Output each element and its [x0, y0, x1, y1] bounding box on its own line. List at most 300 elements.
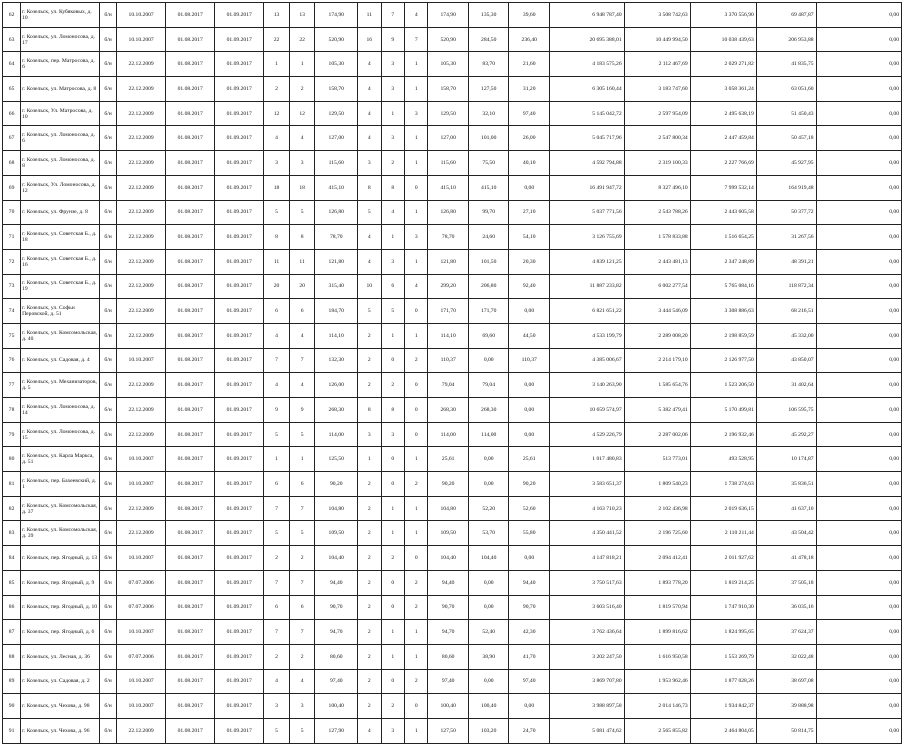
- cell-date-start: 01.08.2017: [166, 225, 215, 250]
- cell-rooms-total: 4: [358, 52, 381, 77]
- cell-cost-total: 11 887 233,82: [549, 274, 624, 299]
- cell-cost-extra: 0,00: [816, 225, 901, 250]
- cell-date-start: 01.08.2017: [166, 151, 215, 176]
- cell-area-municipal: 42,30: [509, 620, 550, 645]
- cell-cost-total: 6 821 651,22: [549, 299, 624, 324]
- cell-address: г. Козельск, ул. Матросова, д. 8: [21, 77, 100, 102]
- cell-cost-total: 4 183 575,26: [549, 52, 624, 77]
- cell-address: г. Козельск, пер. Ягодный, д. 9: [21, 570, 100, 595]
- cell-area-municipal: 24,70: [509, 718, 550, 743]
- cell-cost-total: 4 350 441,52: [549, 521, 624, 546]
- cell-area-owned: 79,04: [468, 373, 509, 398]
- cell-cost-local: 43 850,07: [756, 348, 816, 373]
- cell-rooms-municipal: 1: [404, 151, 427, 176]
- cell-residents-resettled: 20: [289, 274, 315, 299]
- cell-residents-resettled: 7: [289, 348, 315, 373]
- cell-area-owned: 206,80: [468, 274, 509, 299]
- cell-area-resettled: 268,30: [428, 398, 469, 423]
- cell-rooms-owned: 2: [381, 373, 404, 398]
- cell-cost-region: 1 877 028,26: [690, 669, 756, 694]
- cell-area-total: 129,50: [315, 101, 358, 126]
- cell-rooms-owned: 0: [381, 348, 404, 373]
- cell-cost-fund: 8 327 496,10: [624, 175, 690, 200]
- cell-area-resettled: 520,90: [428, 27, 469, 52]
- cell-cost-local: 106 595,75: [756, 398, 816, 423]
- cell-area-owned: 127,50: [468, 77, 509, 102]
- cell-cost-fund: 2 102 436,98: [624, 496, 690, 521]
- cell-rooms-owned: 2: [381, 151, 404, 176]
- cell-date-included: 10.10.2007: [117, 472, 166, 497]
- cell-cost-total: 4 147 818,21: [549, 546, 624, 571]
- cell-doc-number: б/н: [100, 200, 117, 225]
- cell-date-included: 22.12.2009: [117, 422, 166, 447]
- table-row: [3, 126, 902, 151]
- cell-area-owned: 0,00: [468, 348, 509, 373]
- cell-residents-total: 7: [264, 620, 290, 645]
- cell-residents-total: 5: [264, 718, 290, 743]
- cell-cost-extra: 0,00: [816, 398, 901, 423]
- cell-residents-resettled: 6: [289, 299, 315, 324]
- cell-date-end: 01.09.2017: [215, 27, 264, 52]
- cell-date-end: 01.09.2017: [215, 225, 264, 250]
- cell-rooms-total: 2: [358, 373, 381, 398]
- cell-area-total: 90,70: [315, 595, 358, 620]
- cell-address: г. Козельск, ул. Садовая, д. 4: [21, 348, 100, 373]
- cell-doc-number: б/н: [100, 472, 117, 497]
- cell-address: г. Козельск, ул. Карла Маркса, д. 51: [21, 447, 100, 472]
- cell-date-end: 01.09.2017: [215, 546, 264, 571]
- cell-date-end: 01.09.2017: [215, 101, 264, 126]
- cell-area-resettled: 94,70: [428, 620, 469, 645]
- cell-area-resettled: 158,70: [428, 77, 469, 102]
- cell-area-municipal: 97,40: [509, 101, 550, 126]
- cell-area-resettled: 78,70: [428, 225, 469, 250]
- cell-doc-number: б/н: [100, 52, 117, 77]
- cell-residents-resettled: 7: [289, 496, 315, 521]
- cell-cost-extra: 0,00: [816, 3, 901, 28]
- cell-row-number: 67: [3, 126, 21, 151]
- cell-area-total: 104,80: [315, 496, 358, 521]
- cell-row-number: 65: [3, 77, 21, 102]
- cell-rooms-total: 8: [358, 175, 381, 200]
- cell-date-start: 01.08.2017: [166, 422, 215, 447]
- cell-area-resettled: 79,04: [428, 373, 469, 398]
- cell-date-end: 01.09.2017: [215, 151, 264, 176]
- cell-rooms-municipal: 2: [404, 595, 427, 620]
- cell-cost-total: 3 750 517,63: [549, 570, 624, 595]
- cell-cost-fund: 1 819 570,94: [624, 595, 690, 620]
- cell-cost-region: 3 370 556,90: [690, 3, 756, 28]
- cell-rooms-municipal: 0: [404, 299, 427, 324]
- cell-cost-extra: 0,00: [816, 447, 901, 472]
- cell-date-included: 22.12.2009: [117, 151, 166, 176]
- cell-residents-resettled: 12: [289, 101, 315, 126]
- cell-residents-total: 4: [264, 669, 290, 694]
- cell-rooms-owned: 0: [381, 570, 404, 595]
- cell-cost-total: 16 491 947,72: [549, 175, 624, 200]
- cell-area-municipal: 31,20: [509, 77, 550, 102]
- cell-doc-number: б/н: [100, 496, 117, 521]
- cell-rooms-owned: 1: [381, 225, 404, 250]
- cell-rooms-total: 1: [358, 447, 381, 472]
- cell-doc-number: б/н: [100, 422, 117, 447]
- cell-address: г. Козельск, ул. Советская Б., д. 19: [21, 274, 100, 299]
- cell-area-municipal: 52,60: [509, 496, 550, 521]
- cell-doc-number: б/н: [100, 323, 117, 348]
- cell-cost-local: 50 814,75: [756, 718, 816, 743]
- cell-row-number: 63: [3, 27, 21, 52]
- cell-area-resettled: 90,70: [428, 595, 469, 620]
- cell-area-resettled: 94,40: [428, 570, 469, 595]
- cell-area-total: 268,30: [315, 398, 358, 423]
- cell-rooms-total: 2: [358, 348, 381, 373]
- cell-cost-local: 69 487,87: [756, 3, 816, 28]
- cell-address: г. Козельск, ул. Ломоносова, д. 15: [21, 422, 100, 447]
- cell-cost-fund: 3 183 747,60: [624, 77, 690, 102]
- cell-date-start: 01.08.2017: [166, 620, 215, 645]
- cell-rooms-owned: 1: [381, 620, 404, 645]
- cell-cost-fund: 2 287 002,06: [624, 422, 690, 447]
- table-row: [3, 249, 902, 274]
- cell-area-owned: 101,50: [468, 249, 509, 274]
- cell-rooms-total: 2: [358, 570, 381, 595]
- cell-row-number: 81: [3, 472, 21, 497]
- cell-area-resettled: 415,10: [428, 175, 469, 200]
- cell-rooms-total: 4: [358, 101, 381, 126]
- cell-area-resettled: 114,10: [428, 323, 469, 348]
- cell-area-municipal: 90,70: [509, 595, 550, 620]
- cell-cost-fund: 10 449 994,50: [624, 27, 690, 52]
- cell-cost-region: 3 308 886,63: [690, 299, 756, 324]
- cell-date-end: 01.09.2017: [215, 373, 264, 398]
- cell-residents-resettled: 5: [289, 521, 315, 546]
- table-row: [3, 398, 902, 423]
- table-row: [3, 570, 902, 595]
- cell-cost-extra: 0,00: [816, 249, 901, 274]
- cell-date-end: 01.09.2017: [215, 669, 264, 694]
- table-body: [3, 3, 902, 744]
- cell-residents-total: 5: [264, 200, 290, 225]
- cell-area-resettled: 127,00: [428, 126, 469, 151]
- cell-date-included: 07.07.2006: [117, 644, 166, 669]
- cell-doc-number: б/н: [100, 77, 117, 102]
- cell-address: г. Козельск, пер. Ягодный, д. 13: [21, 546, 100, 571]
- cell-residents-resettled: 1: [289, 52, 315, 77]
- cell-doc-number: б/н: [100, 151, 117, 176]
- cell-residents-resettled: 9: [289, 398, 315, 423]
- cell-address: г. Козельск, ул. Чехова, д. 96: [21, 718, 100, 743]
- cell-residents-total: 1: [264, 447, 290, 472]
- cell-residents-resettled: 4: [289, 126, 315, 151]
- table-row: [3, 27, 902, 52]
- cell-cost-fund: 1 809 540,23: [624, 472, 690, 497]
- cell-date-end: 01.09.2017: [215, 200, 264, 225]
- cell-date-start: 01.08.2017: [166, 126, 215, 151]
- cell-rooms-total: 2: [358, 323, 381, 348]
- cell-area-resettled: 104,40: [428, 546, 469, 571]
- cell-address: г. Козельск, ул. Фрунзе, д. 8: [21, 200, 100, 225]
- cell-area-total: 109,50: [315, 521, 358, 546]
- cell-area-municipal: 97,40: [509, 669, 550, 694]
- cell-rooms-owned: 7: [381, 3, 404, 28]
- cell-rooms-owned: 1: [381, 323, 404, 348]
- cell-cost-extra: 0,00: [816, 373, 901, 398]
- table-row: [3, 496, 902, 521]
- cell-residents-resettled: 7: [289, 620, 315, 645]
- cell-rooms-municipal: 1: [404, 77, 427, 102]
- cell-residents-resettled: 3: [289, 694, 315, 719]
- cell-cost-fund: 2 214 179,10: [624, 348, 690, 373]
- cell-date-included: 22.12.2009: [117, 323, 166, 348]
- cell-row-number: 74: [3, 299, 21, 324]
- cell-area-resettled: 299,20: [428, 274, 469, 299]
- cell-residents-total: 3: [264, 151, 290, 176]
- cell-cost-local: 37 624,37: [756, 620, 816, 645]
- cell-area-municipal: 0,00: [509, 373, 550, 398]
- cell-cost-total: 20 695 388,01: [549, 27, 624, 52]
- cell-date-included: 22.12.2009: [117, 225, 166, 250]
- table-row: [3, 472, 902, 497]
- cell-cost-total: 3 603 516,40: [549, 595, 624, 620]
- cell-row-number: 73: [3, 274, 21, 299]
- cell-date-included: 22.12.2009: [117, 521, 166, 546]
- cell-cost-region: 2 464 804,05: [690, 718, 756, 743]
- cell-residents-total: 3: [264, 694, 290, 719]
- cell-cost-extra: 0,00: [816, 101, 901, 126]
- cell-cost-extra: 0,00: [816, 348, 901, 373]
- cell-date-start: 01.08.2017: [166, 496, 215, 521]
- table-row: [3, 521, 902, 546]
- cell-rooms-municipal: 1: [404, 200, 427, 225]
- cell-cost-region: 5 765 084,16: [690, 274, 756, 299]
- cell-rooms-owned: 2: [381, 546, 404, 571]
- cell-date-start: 01.08.2017: [166, 323, 215, 348]
- cell-date-included: 22.12.2009: [117, 398, 166, 423]
- cell-area-resettled: 90,20: [428, 472, 469, 497]
- cell-area-total: 97,40: [315, 669, 358, 694]
- cell-address: г. Козельск, ул. Лесная, д. 36: [21, 644, 100, 669]
- cell-cost-fund: 2 443 481,13: [624, 249, 690, 274]
- cell-area-total: 105,30: [315, 52, 358, 77]
- cell-date-start: 01.08.2017: [166, 373, 215, 398]
- cell-residents-resettled: 2: [289, 546, 315, 571]
- cell-date-start: 01.08.2017: [166, 348, 215, 373]
- cell-cost-extra: 0,00: [816, 595, 901, 620]
- housing-register-table: [2, 2, 902, 744]
- cell-cost-fund: 1 616 950,58: [624, 644, 690, 669]
- cell-cost-region: 2 126 977,50: [690, 348, 756, 373]
- cell-cost-total: 3 988 897,58: [549, 694, 624, 719]
- table-row: [3, 299, 902, 324]
- cell-area-municipal: 54,10: [509, 225, 550, 250]
- cell-date-end: 01.09.2017: [215, 422, 264, 447]
- cell-date-end: 01.09.2017: [215, 521, 264, 546]
- cell-cost-local: 32 022,48: [756, 644, 816, 669]
- cell-cost-total: 4 163 710,23: [549, 496, 624, 521]
- cell-area-owned: 69,60: [468, 323, 509, 348]
- cell-doc-number: б/н: [100, 299, 117, 324]
- cell-row-number: 66: [3, 101, 21, 126]
- cell-area-resettled: 109,50: [428, 521, 469, 546]
- cell-area-owned: 268,30: [468, 398, 509, 423]
- cell-cost-local: 31 267,56: [756, 225, 816, 250]
- cell-area-owned: 103,20: [468, 718, 509, 743]
- cell-date-end: 01.09.2017: [215, 323, 264, 348]
- cell-cost-total: 4 385 006,67: [549, 348, 624, 373]
- cell-cost-extra: 0,00: [816, 496, 901, 521]
- cell-rooms-total: 8: [358, 398, 381, 423]
- cell-cost-region: 2 227 766,69: [690, 151, 756, 176]
- cell-area-municipal: 0,00: [509, 422, 550, 447]
- cell-residents-resettled: 11: [289, 249, 315, 274]
- cell-rooms-municipal: 0: [404, 373, 427, 398]
- cell-rooms-total: 4: [358, 77, 381, 102]
- cell-date-end: 01.09.2017: [215, 570, 264, 595]
- cell-cost-fund: 2 543 788,26: [624, 200, 690, 225]
- cell-cost-extra: 0,00: [816, 274, 901, 299]
- cell-cost-region: 2 443 605,58: [690, 200, 756, 225]
- cell-cost-extra: 0,00: [816, 718, 901, 743]
- cell-residents-resettled: 4: [289, 323, 315, 348]
- cell-date-start: 01.08.2017: [166, 274, 215, 299]
- table-row: [3, 422, 902, 447]
- cell-cost-region: 1 523 206,50: [690, 373, 756, 398]
- cell-residents-total: 6: [264, 299, 290, 324]
- cell-address: г. Козельск, ул. Комсомольская, д. 39: [21, 521, 100, 546]
- cell-doc-number: б/н: [100, 27, 117, 52]
- cell-residents-total: 7: [264, 570, 290, 595]
- cell-cost-extra: 0,00: [816, 323, 901, 348]
- cell-rooms-owned: 3: [381, 77, 404, 102]
- cell-area-resettled: 110,37: [428, 348, 469, 373]
- cell-rooms-municipal: 1: [404, 620, 427, 645]
- cell-rooms-total: 16: [358, 27, 381, 52]
- cell-cost-extra: 0,00: [816, 546, 901, 571]
- cell-rooms-total: 5: [358, 200, 381, 225]
- cell-rooms-municipal: 1: [404, 447, 427, 472]
- cell-cost-fund: 2 597 954,09: [624, 101, 690, 126]
- cell-area-municipal: 44,50: [509, 323, 550, 348]
- cell-rooms-municipal: 1: [404, 521, 427, 546]
- cell-area-total: 80,60: [315, 644, 358, 669]
- cell-row-number: 87: [3, 620, 21, 645]
- cell-date-start: 01.08.2017: [166, 718, 215, 743]
- cell-doc-number: б/н: [100, 249, 117, 274]
- cell-date-included: 22.12.2009: [117, 373, 166, 398]
- cell-rooms-owned: 3: [381, 422, 404, 447]
- cell-rooms-owned: 1: [381, 496, 404, 521]
- cell-date-included: 10.10.2007: [117, 447, 166, 472]
- cell-cost-local: 36 035,16: [756, 595, 816, 620]
- cell-cost-fund: 1 899 816,62: [624, 620, 690, 645]
- cell-area-total: 78,70: [315, 225, 358, 250]
- table-row: [3, 323, 902, 348]
- cell-residents-total: 11: [264, 249, 290, 274]
- cell-date-start: 01.08.2017: [166, 447, 215, 472]
- cell-row-number: 78: [3, 398, 21, 423]
- cell-date-included: 22.12.2009: [117, 718, 166, 743]
- cell-address: г. Козельск, пер. Матросова, д. 6: [21, 52, 100, 77]
- cell-area-total: 115,60: [315, 151, 358, 176]
- cell-rooms-owned: 6: [381, 274, 404, 299]
- cell-area-owned: 52,20: [468, 496, 509, 521]
- cell-cost-region: 2 110 211,44: [690, 521, 756, 546]
- cell-rooms-owned: 1: [381, 644, 404, 669]
- cell-cost-fund: 2 112 467,69: [624, 52, 690, 77]
- cell-residents-total: 5: [264, 422, 290, 447]
- cell-residents-total: 8: [264, 225, 290, 250]
- cell-date-start: 01.08.2017: [166, 472, 215, 497]
- cell-cost-local: 45 332,00: [756, 323, 816, 348]
- cell-area-municipal: 39,60: [509, 3, 550, 28]
- cell-rooms-owned: 0: [381, 595, 404, 620]
- cell-cost-fund: 1 578 833,88: [624, 225, 690, 250]
- cell-residents-resettled: 4: [289, 373, 315, 398]
- cell-cost-fund: 2 014 146,73: [624, 694, 690, 719]
- cell-date-start: 01.08.2017: [166, 200, 215, 225]
- cell-area-owned: 101,00: [468, 126, 509, 151]
- cell-rooms-municipal: 2: [404, 669, 427, 694]
- cell-area-total: 174,90: [315, 3, 358, 28]
- cell-area-owned: 32,10: [468, 101, 509, 126]
- cell-cost-extra: 0,00: [816, 126, 901, 151]
- cell-residents-total: 6: [264, 595, 290, 620]
- table-row: [3, 200, 902, 225]
- cell-date-included: 10.10.2007: [117, 348, 166, 373]
- cell-doc-number: б/н: [100, 546, 117, 571]
- cell-rooms-owned: 1: [381, 521, 404, 546]
- cell-rooms-total: 2: [358, 694, 381, 719]
- cell-cost-total: 3 583 651,37: [549, 472, 624, 497]
- cell-date-start: 01.08.2017: [166, 694, 215, 719]
- cell-area-owned: 0,00: [468, 669, 509, 694]
- cell-row-number: 64: [3, 52, 21, 77]
- cell-cost-fund: 5 382 479,41: [624, 398, 690, 423]
- cell-date-start: 01.08.2017: [166, 595, 215, 620]
- cell-rooms-municipal: 3: [404, 101, 427, 126]
- table-row: [3, 595, 902, 620]
- cell-area-municipal: 0,00: [509, 299, 550, 324]
- cell-address: г. Козельск, Ул. Матросова, д. 10: [21, 101, 100, 126]
- cell-date-end: 01.09.2017: [215, 126, 264, 151]
- cell-area-municipal: 110,37: [509, 348, 550, 373]
- cell-area-owned: 24,60: [468, 225, 509, 250]
- cell-row-number: 89: [3, 669, 21, 694]
- cell-cost-extra: 0,00: [816, 299, 901, 324]
- table-row: [3, 101, 902, 126]
- cell-address: г. Козельск, ул. Комсомольская, д. 37: [21, 496, 100, 521]
- cell-row-number: 77: [3, 373, 21, 398]
- table-row: [3, 175, 902, 200]
- cell-area-resettled: 97,40: [428, 669, 469, 694]
- cell-area-resettled: 127,50: [428, 718, 469, 743]
- cell-cost-local: 164 919,48: [756, 175, 816, 200]
- cell-cost-total: 3 762 436,64: [549, 620, 624, 645]
- cell-rooms-total: 2: [358, 521, 381, 546]
- cell-cost-fund: 2 565 855,82: [624, 718, 690, 743]
- cell-date-end: 01.09.2017: [215, 694, 264, 719]
- cell-area-municipal: 20,30: [509, 249, 550, 274]
- cell-area-total: 520,90: [315, 27, 358, 52]
- cell-address: г. Козельск, Ул. Ломоносова, д. 12: [21, 175, 100, 200]
- cell-residents-resettled: 13: [289, 3, 315, 28]
- cell-date-included: 22.12.2009: [117, 52, 166, 77]
- cell-cost-region: 2 011 927,62: [690, 546, 756, 571]
- table-row: [3, 3, 902, 28]
- cell-cost-local: 41 835,75: [756, 52, 816, 77]
- cell-rooms-municipal: 1: [404, 496, 427, 521]
- cell-cost-local: 43 504,42: [756, 521, 816, 546]
